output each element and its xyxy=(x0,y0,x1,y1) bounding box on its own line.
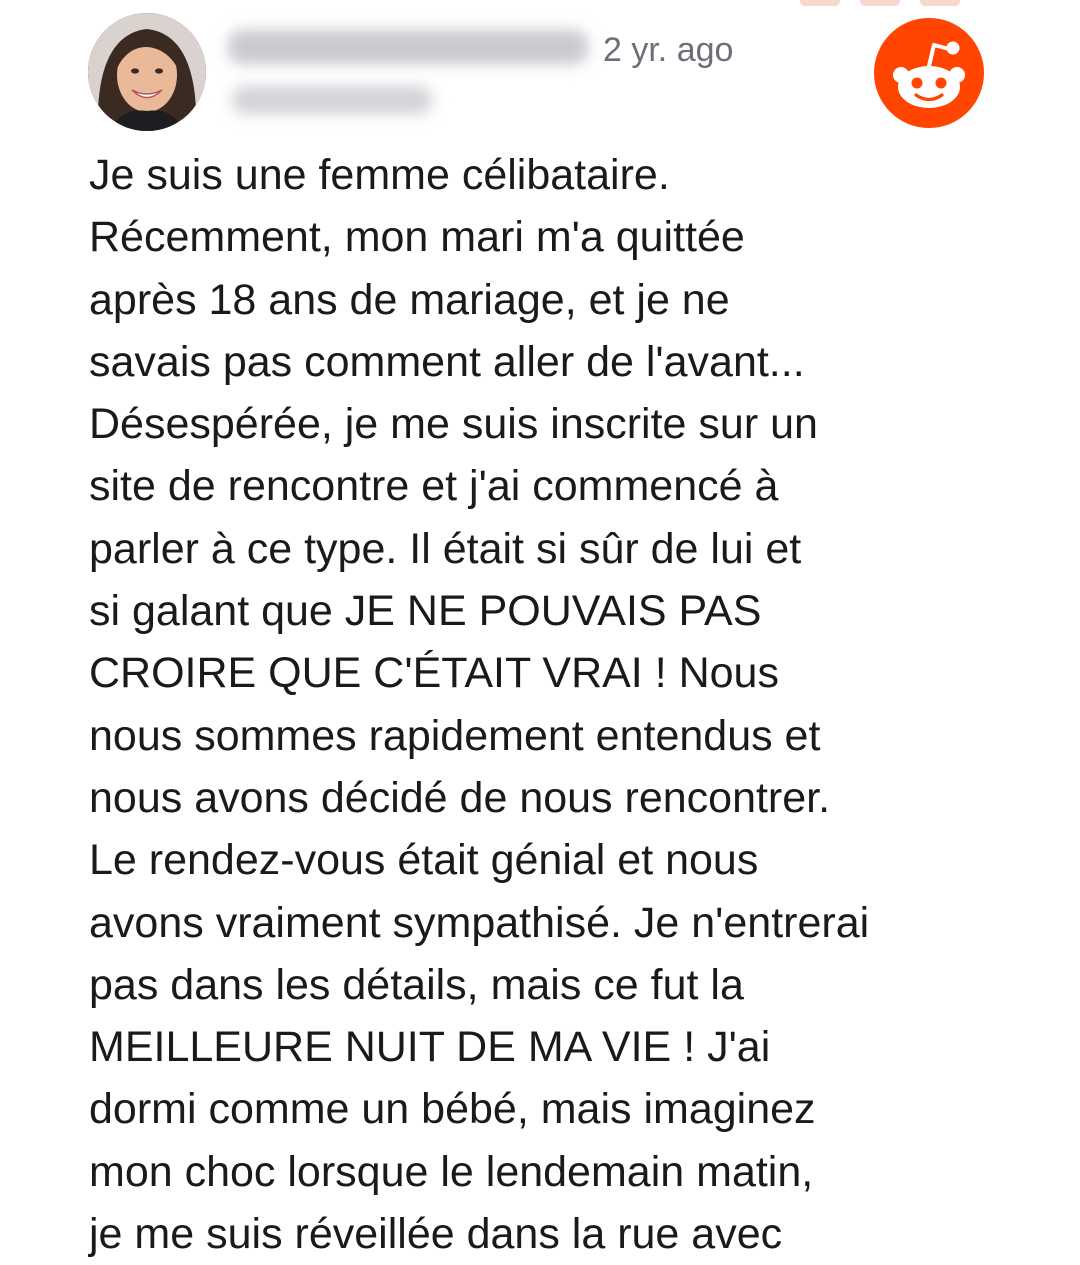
comment-line: Je suis une femme célibataire. xyxy=(89,151,670,199)
comment-line: après 18 ans de mariage, et je ne xyxy=(89,275,730,324)
username-redacted xyxy=(228,30,588,64)
comment-line: je me suis réveillée dans la rue avec xyxy=(89,1210,783,1259)
comment-line: pas dans les détails, mais ce fut la xyxy=(89,960,744,1009)
top-edge-mark xyxy=(800,0,840,6)
comment-line: site de rencontre et j'ai commencé à xyxy=(89,462,779,511)
user-avatar-photo xyxy=(88,13,206,131)
comment-line: parler à ce type. Il était si sûr de lui et xyxy=(89,524,802,573)
comment-line: MEILLEURE NUIT DE MA VIE ! J'ai xyxy=(89,1023,771,1072)
comment-line: mon choc lorsque le lendemain matin, xyxy=(89,1147,814,1196)
comment-line: Désespérée, je me suis inscrite sur un xyxy=(89,400,818,449)
comment-line: Le rendez-vous était génial et nous xyxy=(89,836,759,885)
user-avatar[interactable] xyxy=(88,13,206,131)
comment-line: dormi comme un bébé, mais imaginez xyxy=(89,1085,816,1134)
comment-line: savais pas comment aller de l'avant... xyxy=(89,337,805,386)
comment-line: avons vraiment sympathisé. Je n'entrerai xyxy=(89,898,870,947)
comment-line: nous sommes rapidement entendus et xyxy=(89,711,821,760)
top-edge-fade xyxy=(0,0,1080,6)
comment-body xyxy=(89,144,1049,1265)
top-edge-mark xyxy=(920,0,960,6)
post-timestamp: 2 yr. ago xyxy=(603,31,734,69)
reddit-badge[interactable] xyxy=(874,18,984,128)
top-edge-mark xyxy=(860,0,900,6)
reddit-alien-icon xyxy=(874,18,984,128)
comment-line: Récemment, mon mari m'a quittée xyxy=(89,213,745,262)
comment-line: si galant que JE NE POUVAIS PAS xyxy=(89,587,762,636)
user-subline-redacted xyxy=(232,86,432,114)
comment-line: CROIRE QUE C'ÉTAIT VRAI ! Nous xyxy=(89,649,779,698)
comment-line: nous avons décidé de nous rencontrer. xyxy=(89,773,831,822)
